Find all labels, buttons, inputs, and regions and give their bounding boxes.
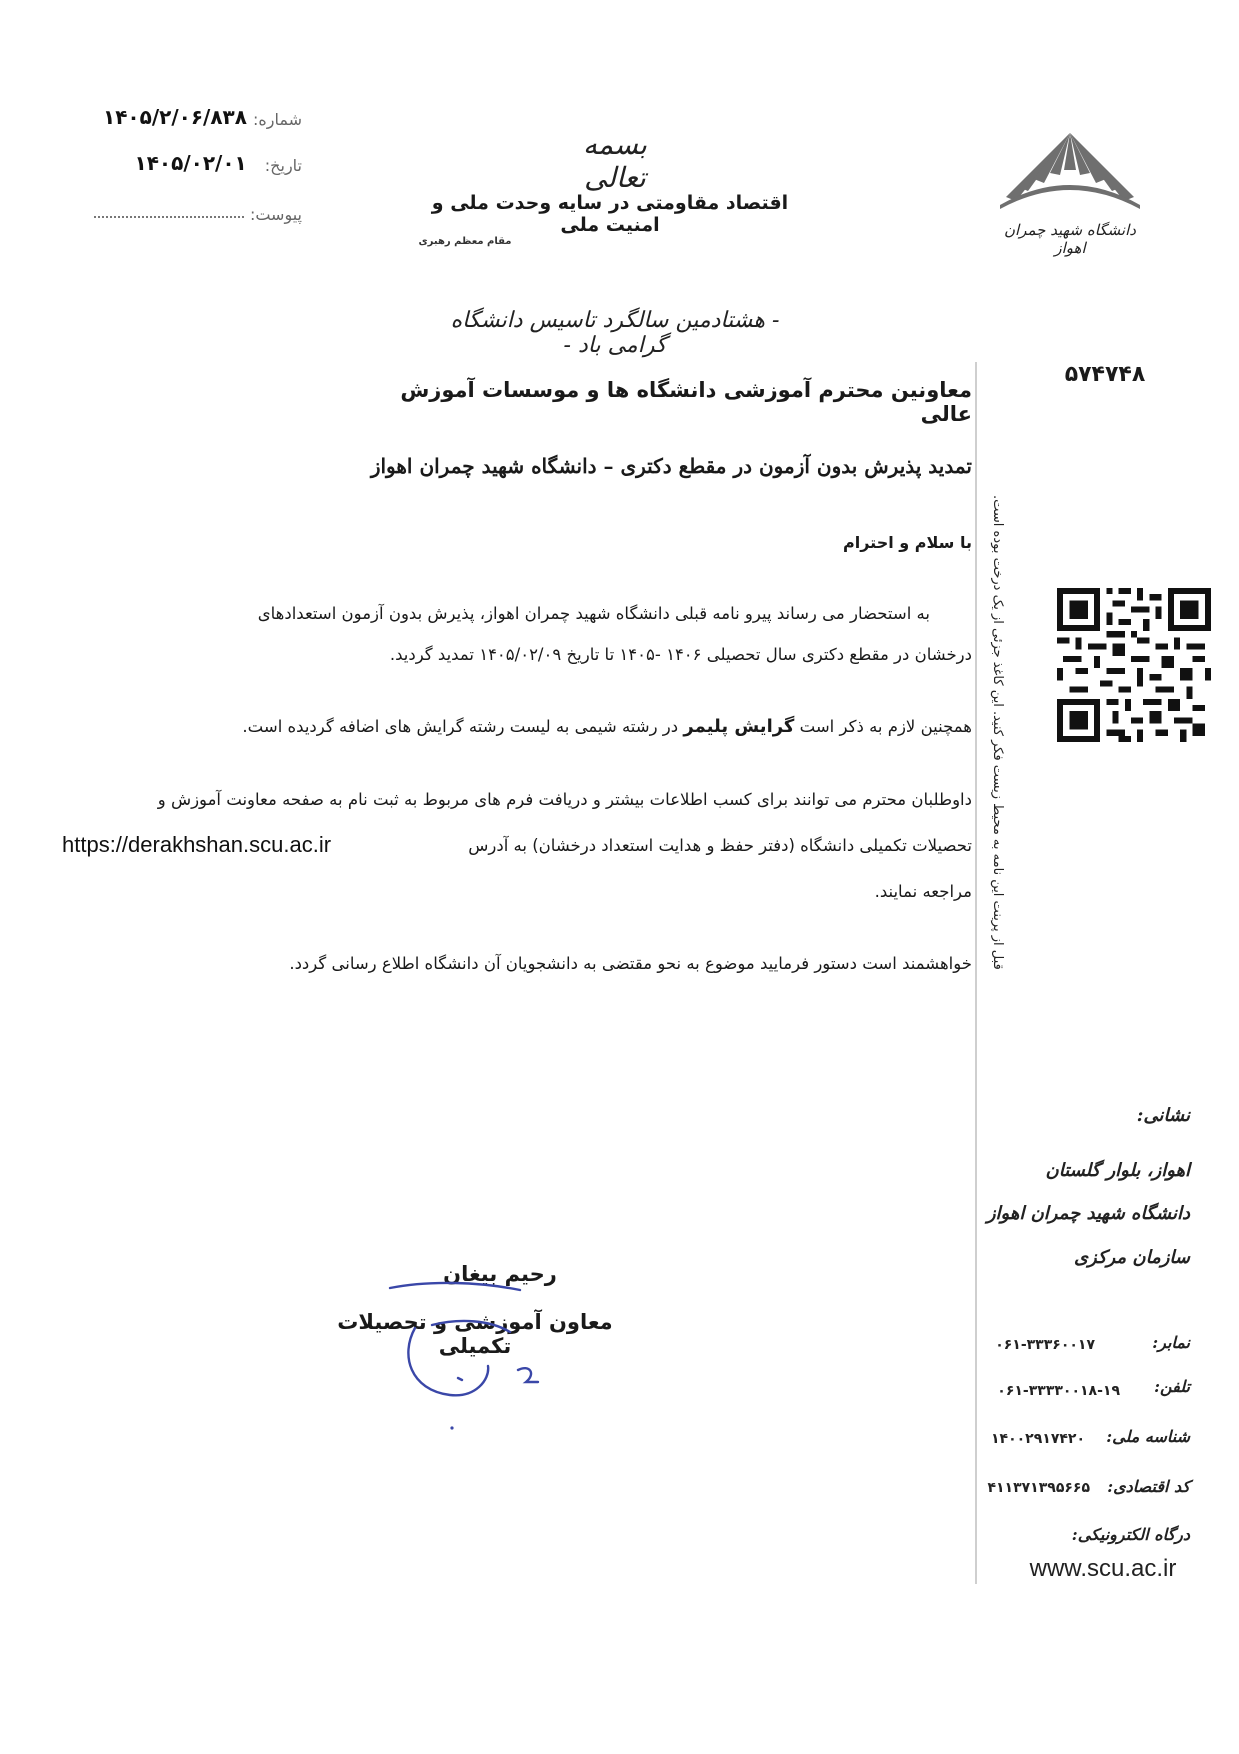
university-logo-text: دانشگاه شهید چمران اهواز — [1004, 221, 1136, 257]
address-line-3: سازمان مرکزی — [1073, 1247, 1190, 1268]
university-emblem-icon — [990, 125, 1150, 210]
slogan-author: مقام معظم رهبری — [418, 236, 512, 247]
slogan: اقتصاد مقاومتی در سایه وحدت ملی و امنیت ملی — [431, 192, 789, 236]
handwritten-signature — [370, 1270, 570, 1450]
portal-label: درگاه الکترونیکی: — [1071, 1525, 1190, 1544]
signer-title: معاون آموزشی و تحصیلات تکمیلی — [337, 1310, 613, 1358]
address-line-1: اهواز، بلوار گلستان — [1045, 1160, 1190, 1181]
admissions-url[interactable]: https://derakhshan.scu.ac.ir — [62, 832, 332, 857]
economic-code-label: کد اقتصادی: — [1107, 1477, 1190, 1496]
university-logo — [990, 125, 1150, 257]
national-id-label: شناسه ملی: — [1106, 1427, 1190, 1446]
paragraph-1-line-1: به استحضار می رساند پیرو نامه قبلی دانشگاه شهید چمران اهواز، پذیرش بدون آزمون استعدادهای — [257, 604, 930, 623]
attachment-label: پیوست: — [249, 205, 302, 224]
paragraph-3-line-1: داوطلبان محترم می توانند برای کسب اطلاعات بیشتر و دریافت فرم های مربوط به ثبت نام به صفحه معاونت آموزش و — [157, 790, 972, 809]
date-label: تاریخ: — [264, 156, 302, 175]
paragraph-4: خواهشمند است دستور فرمایید موضوع به نحو مقتضی به دانشجویان آن دانشگاه اطلاع رسانی گردد. — [289, 954, 972, 973]
letter-meta — [62, 105, 302, 230]
letter-code: ۵۷۴۷۴۸ — [1064, 362, 1146, 387]
economic-code-value: ۴۱۱۳۷۱۳۹۵۶۶۵ — [987, 1480, 1090, 1496]
paragraph-2 — [62, 718, 972, 736]
date-value: ۱۴۰۵/۰۲/۰۱ — [134, 151, 247, 175]
address-line-2: دانشگاه شهید چمران اهواز — [986, 1203, 1190, 1224]
signer-name: رحیم بیغان — [443, 1262, 557, 1286]
paragraph-3-line-3: مراجعه نمایند. — [874, 882, 972, 901]
fax-value: ۰۶۱-۳۳۳۶۰۰۱۷ — [995, 1337, 1095, 1353]
environment-note: قبل از پرینت این نامه به محیط زیست فکر کنید. این کاغذ جزئی از یک درخت بوده است. — [990, 495, 1005, 970]
greeting: با سلام و احترام — [843, 533, 972, 552]
bismillah: بسمه تعالی — [583, 128, 647, 194]
university-website[interactable]: www.scu.ac.ir — [1029, 1555, 1177, 1582]
paragraph-2-start: همچنین لازم به ذکر است — [799, 717, 972, 736]
subject: تمدید پذیرش بدون آزمون در مقطع دکتری – دانشگاه شهید چمران اهواز — [370, 454, 972, 478]
anniversary-text: - هشتادمین سالگرد تاسیس دانشگاه گرامی باد - — [450, 308, 780, 358]
qr-code-icon — [1057, 588, 1211, 742]
attachment-dots — [94, 216, 244, 218]
number-label: شماره: — [252, 110, 302, 129]
paragraph-2-end: در رشته شیمی به لیست رشته گرایش های اضافه گردیده است. — [242, 717, 679, 736]
paragraph-3-line-2: تحصیلات تکمیلی دانشگاه (دفتر حفظ و هدایت استعداد درخشان) به آدرس — [468, 836, 972, 855]
address-heading: نشانی: — [1136, 1105, 1190, 1126]
phone-label: تلفن: — [1154, 1377, 1190, 1396]
national-id-value: ۱۴۰۰۲۹۱۷۴۲۰ — [991, 1431, 1085, 1447]
paragraph-2-highlight: گرایش پلیمر — [683, 716, 795, 737]
vertical-divider — [975, 362, 977, 1584]
paragraph-1-line-2: درخشان در مقطع دکتری سال تحصیلی ۱۴۰۶ -۱۴۰۵ تا تاریخ ۱۴۰۵/۰۲/۰۹ تمدید گردید. — [389, 645, 972, 664]
address-block — [985, 1105, 1190, 1585]
phone-value: ۰۶۱-۳۳۳۳۰۰۱۸-۱۹ — [997, 1383, 1120, 1399]
number-value: ۱۴۰۵/۲/۰۶/۸۳۸ — [102, 105, 247, 129]
fax-label: نمابر: — [1152, 1333, 1190, 1352]
recipient: معاونین محترم آموزشی دانشگاه ها و موسسات آموزش عالی — [400, 378, 972, 426]
